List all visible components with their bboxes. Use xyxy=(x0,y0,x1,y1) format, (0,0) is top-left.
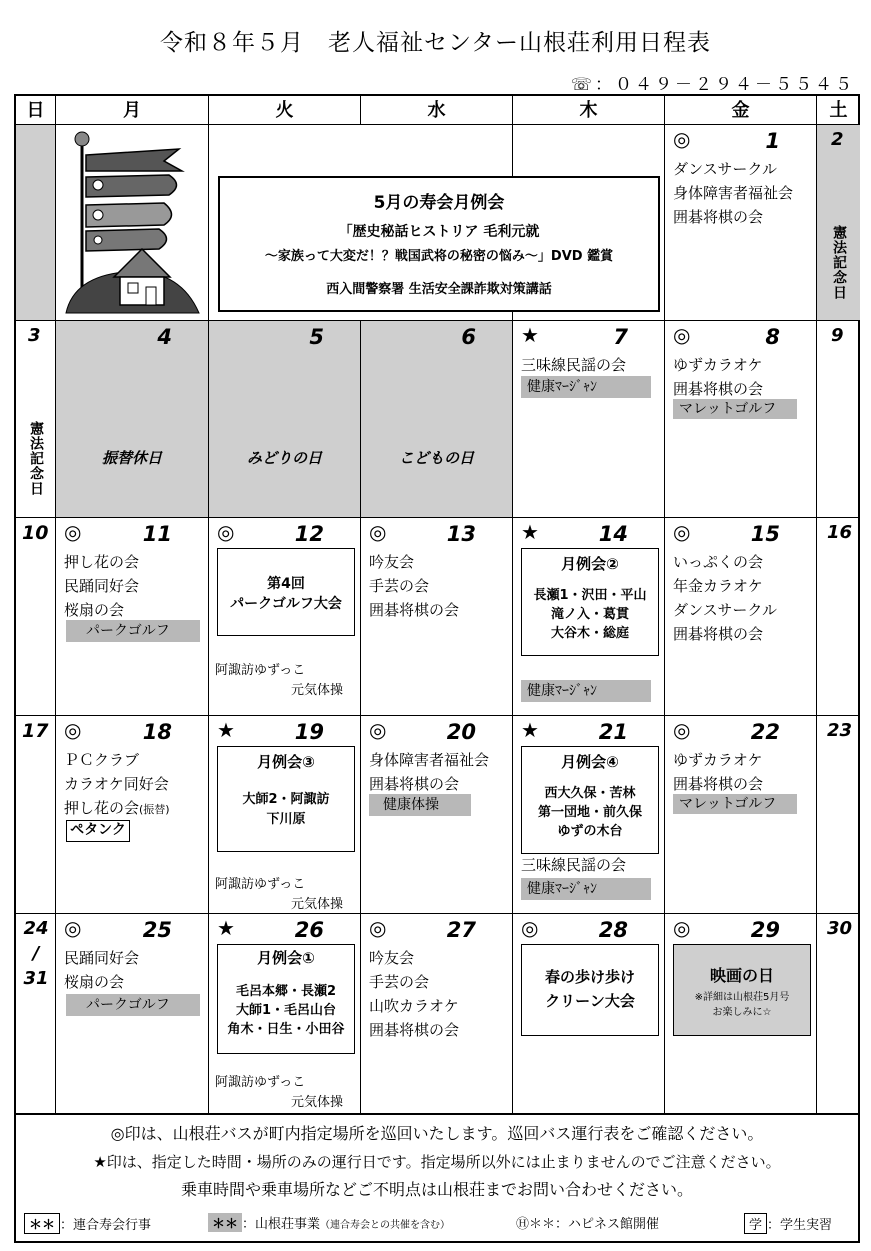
cell-w5-sat xyxy=(817,914,860,1115)
activity-list xyxy=(369,550,459,622)
weekday-thu: 木 xyxy=(513,96,665,125)
activity-note: 阿諏訪ゆずっこ xyxy=(215,663,306,678)
activity-item: 三味線民謡の会 xyxy=(521,356,627,374)
cell-w5-tue xyxy=(209,914,361,1115)
event-line: ゆずの木台 xyxy=(557,824,623,839)
activity-item: 囲碁将棋の会 xyxy=(673,208,764,226)
activity-note: 元気体操 xyxy=(291,683,344,698)
activity-item: 桜扇の会 xyxy=(64,601,125,619)
day-number: 31 xyxy=(23,968,49,989)
cell-w2-thu xyxy=(513,321,665,518)
activity-note: 阿諏訪ゆずっこ xyxy=(215,1075,306,1090)
activity-list xyxy=(64,550,139,622)
federation-event-box: ペタンク xyxy=(66,820,130,842)
day-number: 3 xyxy=(28,325,41,346)
cell-w2-sun xyxy=(16,321,56,518)
bus-star-mark: ★ xyxy=(217,718,235,742)
event-line: 第4回 xyxy=(267,576,305,592)
yamane-event-tag: マレットゴルフ xyxy=(673,794,797,814)
activity-item: 身体障害者福祉会 xyxy=(369,751,490,769)
day-number: 21 xyxy=(598,720,628,744)
monthly-event-box xyxy=(218,176,660,312)
event-line3: 西入間警察署 生活安全課詐欺対策講話 xyxy=(326,282,552,297)
event-note: お楽しみに☆ xyxy=(712,1007,772,1018)
legend-note: （連合寿会との共催を含む） xyxy=(320,1220,451,1231)
federation-event-box xyxy=(217,548,355,636)
koinobori-illustration xyxy=(64,127,204,317)
bus-circle-mark: ◎ xyxy=(64,520,82,544)
cell-w5-mon xyxy=(56,914,209,1115)
event-line: 滝ノ入・葛貫 xyxy=(550,607,629,622)
activity-list xyxy=(64,946,139,994)
activity-note: 元気体操 xyxy=(291,1095,344,1110)
event-title: 映画の日 xyxy=(709,966,774,985)
yamane-event-tag: 健康ﾏｰｼﾞｬﾝ xyxy=(521,376,651,398)
event-title: 月例会② xyxy=(561,555,619,573)
cell-w3-wed xyxy=(361,518,513,716)
legend-key: ＊＊ xyxy=(24,1213,60,1234)
note-star: ★印は、指定した時間・場所のみの運行日です。指定場所以外には止まりませんのでご注意ください。 xyxy=(93,1153,781,1171)
day-number: 12 xyxy=(294,522,324,546)
event-line: 長瀬1・沢田・平山 xyxy=(533,588,647,603)
federation-event-box xyxy=(217,746,355,852)
day-number: 7 xyxy=(613,325,628,349)
yamane-event-tag: パークゴルフ xyxy=(66,994,200,1016)
activity-item: 山吹カラオケ xyxy=(369,997,459,1015)
cell-w3-mon xyxy=(56,518,209,716)
event-line2: ～家族って大変だ！？戦国武将の秘密の悩み～」DVD 鑑賞 xyxy=(264,249,614,264)
weekday-sun: 日 xyxy=(16,96,56,125)
event-title: 月例会④ xyxy=(561,753,619,771)
day-number: 6 xyxy=(461,325,476,349)
yamane-event-box xyxy=(673,944,811,1036)
day-number: 14 xyxy=(598,522,628,546)
activity-item: 囲碁将棋の会 xyxy=(369,1021,460,1039)
day-number: 15 xyxy=(750,522,780,546)
cell-w1-fri xyxy=(665,125,817,321)
event-title: 月例会③ xyxy=(257,753,315,771)
cell-w2-sat xyxy=(817,321,860,518)
weekday-mon: 月 xyxy=(56,96,209,125)
legend-key: 学 xyxy=(744,1213,767,1234)
activity-note: 元気体操 xyxy=(291,897,344,912)
calendar-grid xyxy=(14,94,860,1115)
activity-item: 民踊同好会 xyxy=(64,577,140,595)
weekday-wed: 水 xyxy=(361,96,513,125)
day-number: 25 xyxy=(142,918,172,942)
bus-circle-mark: ◎ xyxy=(673,323,691,347)
holiday-name: 振替休日 xyxy=(101,449,162,467)
cell-w5-thu xyxy=(513,914,665,1115)
cell-w2-wed xyxy=(361,321,513,518)
day-number: 18 xyxy=(142,720,172,744)
cell-w4-tue xyxy=(209,716,361,914)
activity-note: 阿諏訪ゆずっこ xyxy=(215,877,306,892)
event-line: パークゴルフ大会 xyxy=(230,596,342,612)
day-number: 20 xyxy=(446,720,476,744)
day-number: 26 xyxy=(294,918,324,942)
weekday-tue: 火 xyxy=(209,96,361,125)
federation-event-box xyxy=(521,746,659,854)
cell-w4-sun xyxy=(16,716,56,914)
day-number: 28 xyxy=(598,918,628,942)
page-title: 令和８年５月 老人福祉センター山根荘利用日程表 xyxy=(159,30,712,56)
event-title: 月例会① xyxy=(257,949,315,967)
event-title: 5月の寿会月例会 xyxy=(373,193,505,213)
activity-item: 囲碁将棋の会 xyxy=(369,601,460,619)
bus-circle-mark: ◎ xyxy=(673,127,691,151)
cell-w2-tue xyxy=(209,321,361,518)
bus-circle-mark: ◎ xyxy=(369,916,387,940)
activity-item xyxy=(64,796,170,822)
holiday-label: 憲法記念日 xyxy=(831,225,847,300)
cell-w2-fri xyxy=(665,321,817,518)
activity-item: 身体障害者福祉会 xyxy=(673,184,794,202)
cell-w4-fri xyxy=(665,716,817,914)
phone-number: ☏：０４９－２９４－５５４５ xyxy=(570,75,855,95)
day-number: 11 xyxy=(142,522,172,546)
activity-list xyxy=(521,353,626,377)
day-separator: / xyxy=(32,943,40,964)
activity-item: ゆずカラオケ xyxy=(673,751,763,769)
activity-item: 吟友会 xyxy=(369,949,415,967)
cell-w4-wed xyxy=(361,716,513,914)
yamane-event-tag: 健康ﾏｰｼﾞｬﾝ xyxy=(521,878,651,900)
cell-w5-wed xyxy=(361,914,513,1115)
day-number: 22 xyxy=(750,720,780,744)
event-line: 大師2・阿諏訪 xyxy=(242,792,330,807)
event-line: クリーン大会 xyxy=(545,992,635,1010)
event-line: 大師1・毛呂山台 xyxy=(235,1003,337,1018)
cell-w3-thu xyxy=(513,518,665,716)
bus-circle-mark: ◎ xyxy=(673,718,691,742)
day-number: 30 xyxy=(827,918,853,939)
activity-item: 桜扇の会 xyxy=(64,973,125,991)
yamane-event-tag: パークゴルフ xyxy=(66,620,200,642)
activity-item: カラオケ同好会 xyxy=(64,775,169,793)
event-note: ※詳細は山根荘5月号 xyxy=(694,992,790,1003)
activity-item: いっぷくの会 xyxy=(673,553,764,571)
legend-text: ：学生実習 xyxy=(767,1218,833,1233)
cell-w3-sun xyxy=(16,518,56,716)
bus-star-mark: ★ xyxy=(521,520,539,544)
activity-list xyxy=(673,748,763,796)
yamane-event-tag: 健康体操 xyxy=(369,794,471,816)
holiday-label: 憲法記念日 xyxy=(28,421,44,496)
day-number-group xyxy=(16,916,56,991)
day-number: 8 xyxy=(765,325,780,349)
federation-event-box xyxy=(521,944,659,1036)
note-circle: ◎印は、山根荘バスが町内指定場所を巡回いたします。巡回バス運行表をご確認ください。 xyxy=(110,1124,764,1143)
activity-item: 囲碁将棋の会 xyxy=(673,775,764,793)
cell-w5-sun xyxy=(16,914,56,1115)
day-number: 4 xyxy=(157,325,172,349)
activity-item: ダンスサークル xyxy=(673,160,777,178)
activity-list xyxy=(64,748,170,822)
bus-star-mark: ★ xyxy=(521,323,539,347)
weekday-sat: 土 xyxy=(817,96,860,125)
event-line: 下川原 xyxy=(266,812,306,827)
event-line: 第一団地・前久保 xyxy=(537,805,642,820)
footer-notes xyxy=(14,1115,860,1243)
activity-item: 三味線民謡の会 xyxy=(521,856,627,874)
activity-list xyxy=(369,946,459,1042)
activity-item: ゆずカラオケ xyxy=(673,356,763,374)
bus-circle-mark: ◎ xyxy=(217,520,235,544)
weekday-fri: 金 xyxy=(665,96,817,125)
cell-w3-tue xyxy=(209,518,361,716)
legend-happiness: Ⓗ＊＊：ハピネス館開催 xyxy=(516,1217,660,1232)
cell-w5-fri xyxy=(665,914,817,1115)
activity-list xyxy=(369,748,489,796)
cell-w1-sat xyxy=(817,125,860,321)
cell-w1-sun xyxy=(16,125,56,321)
activity-item: 押し花の会 xyxy=(64,553,140,571)
day-number: 9 xyxy=(831,325,844,346)
cell-w4-thu xyxy=(513,716,665,914)
legend-federation xyxy=(24,1213,151,1234)
activity-note: (振替) xyxy=(139,803,170,816)
note-contact: 乗車時間や乗車場所などご不明点は山根荘までお問い合わせください。 xyxy=(180,1180,693,1199)
day-number: 10 xyxy=(22,522,49,544)
holiday-name: みどりの日 xyxy=(246,449,322,467)
bus-circle-mark: ◎ xyxy=(369,718,387,742)
event-line: 大谷木・総庭 xyxy=(550,626,629,641)
activity-list xyxy=(673,550,777,646)
day-number: 1 xyxy=(765,129,780,153)
yamane-event-tag: マレットゴルフ xyxy=(673,399,797,419)
day-number: 13 xyxy=(446,522,476,546)
activity-list xyxy=(673,157,793,229)
day-number: 29 xyxy=(750,918,780,942)
legend-key: ＊＊ xyxy=(208,1213,242,1232)
activity-item: 囲碁将棋の会 xyxy=(369,775,460,793)
bus-circle-mark: ◎ xyxy=(673,916,691,940)
cell-w4-mon xyxy=(56,716,209,914)
day-number: 5 xyxy=(309,325,324,349)
holiday-name: こどもの日 xyxy=(398,449,474,467)
event-line: 西大久保・苦林 xyxy=(544,786,636,801)
activity-item: 囲碁将棋の会 xyxy=(673,380,764,398)
legend-text: ：山根荘事業 xyxy=(242,1217,321,1232)
day-number: 27 xyxy=(446,918,476,942)
bus-star-mark: ★ xyxy=(521,718,539,742)
bus-circle-mark: ◎ xyxy=(521,916,539,940)
activity-text: 押し花の会 xyxy=(64,799,140,817)
cell-w2-mon xyxy=(56,321,209,518)
activity-item: ダンスサークル xyxy=(673,601,777,619)
day-number: 2 xyxy=(831,129,844,150)
event-line: 角木・日生・小田谷 xyxy=(227,1022,345,1037)
federation-event-box xyxy=(521,548,659,656)
legend-text: ：連合寿会行事 xyxy=(60,1218,152,1233)
event-line: 毛呂本郷・長瀬2 xyxy=(235,984,337,999)
bus-star-mark: ★ xyxy=(217,916,235,940)
bus-circle-mark: ◎ xyxy=(369,520,387,544)
day-number: 23 xyxy=(827,720,853,741)
yamane-event-tag: 健康ﾏｰｼﾞｬﾝ xyxy=(521,680,651,702)
legend-student xyxy=(744,1213,832,1234)
activity-item: 年金カラオケ xyxy=(673,577,763,595)
bus-circle-mark: ◎ xyxy=(64,718,82,742)
activity-item: 手芸の会 xyxy=(369,973,430,991)
legend-yamane xyxy=(208,1213,450,1232)
cell-w1-mon xyxy=(56,125,209,321)
day-number: 16 xyxy=(827,522,853,543)
activity-item: 手芸の会 xyxy=(369,577,430,595)
cell-w3-fri xyxy=(665,518,817,716)
activity-item: 吟友会 xyxy=(369,553,415,571)
bus-circle-mark: ◎ xyxy=(64,916,82,940)
event-line1: 「歴史秘話ヒストリア 毛利元就 xyxy=(338,224,540,240)
cell-w3-sat xyxy=(817,518,860,716)
day-number: 17 xyxy=(22,720,49,742)
day-number: 24 xyxy=(23,918,49,939)
activity-item: 民踊同好会 xyxy=(64,949,140,967)
day-number: 19 xyxy=(294,720,324,744)
bus-circle-mark: ◎ xyxy=(673,520,691,544)
activity-item: ＰＣクラブ xyxy=(64,751,140,769)
activity-list xyxy=(673,353,763,401)
cell-w4-sat xyxy=(817,716,860,914)
event-line: 春の歩け歩け xyxy=(544,968,635,986)
federation-event-box xyxy=(217,944,355,1054)
activity-item: 囲碁将棋の会 xyxy=(673,625,764,643)
